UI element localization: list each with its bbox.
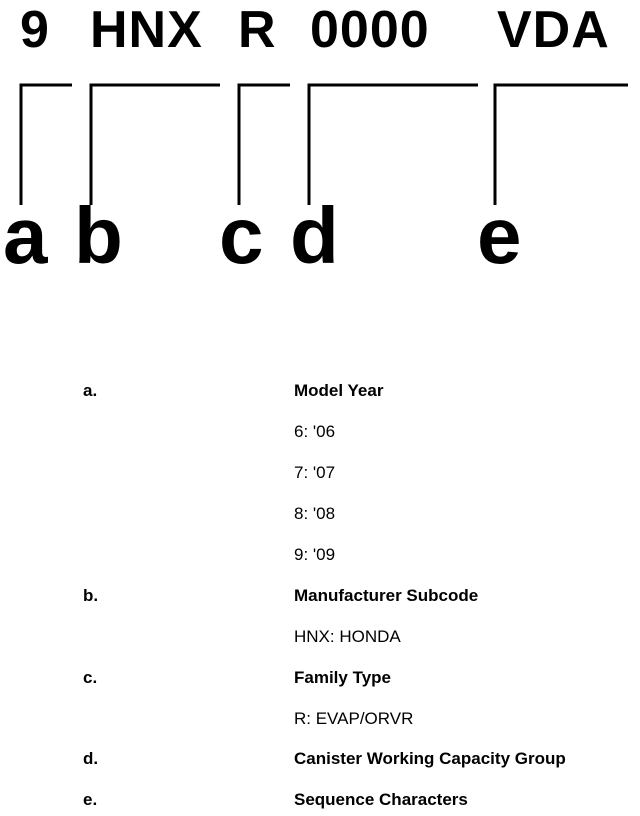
legend-value-row bbox=[0, 502, 640, 526]
legend-value-row bbox=[0, 420, 640, 444]
legend-row-sequence bbox=[0, 788, 640, 812]
bracket-b bbox=[91, 85, 220, 205]
callout-letter-a: a bbox=[3, 191, 48, 280]
callout-letter-c: c bbox=[219, 191, 264, 280]
legend-value: 8: '08 bbox=[294, 504, 336, 523]
legend-row-model-year bbox=[0, 379, 640, 403]
legend-key: e. bbox=[83, 790, 98, 809]
code-segment-capacity-group: 0000 bbox=[310, 1, 430, 59]
callout-letter-e: e bbox=[477, 191, 522, 280]
legend-value: 9: '09 bbox=[294, 545, 336, 564]
legend-row-family-type bbox=[0, 666, 640, 690]
legend-value-row bbox=[0, 707, 640, 731]
legend-title: Family Type bbox=[294, 668, 391, 687]
callout-letter-d: d bbox=[290, 191, 339, 280]
legend-key: b. bbox=[83, 586, 99, 605]
legend-title: Model Year bbox=[294, 381, 384, 400]
code-segment-family-type: R bbox=[238, 1, 277, 59]
legend-value: 6: '06 bbox=[294, 422, 336, 441]
legend-value: 7: '07 bbox=[294, 463, 336, 482]
legend-key: c. bbox=[83, 668, 98, 687]
legend-row-manufacturer-subcode bbox=[0, 584, 640, 608]
legend-title: Sequence Characters bbox=[294, 790, 468, 809]
legend-value: R: EVAP/ORVR bbox=[294, 709, 414, 728]
legend-title: Manufacturer Subcode bbox=[294, 586, 479, 605]
legend-key: a. bbox=[83, 381, 98, 400]
bracket-c bbox=[239, 85, 290, 205]
legend-key: d. bbox=[83, 749, 99, 768]
code-segment-manufacturer: HNX bbox=[90, 1, 203, 59]
legend-value: HNX: HONDA bbox=[294, 627, 401, 646]
code-string bbox=[0, 0, 640, 60]
bracket-a bbox=[21, 85, 72, 205]
legend-row-capacity-group bbox=[0, 747, 640, 771]
bracket-e bbox=[495, 85, 628, 205]
legend-value-row bbox=[0, 461, 640, 485]
legend-value-row bbox=[0, 543, 640, 567]
code-segment-sequence: VDA bbox=[497, 1, 610, 59]
callout-letter-b: b bbox=[74, 191, 123, 280]
code-segment-model-year: 9 bbox=[20, 1, 50, 59]
legend-value-row bbox=[0, 625, 640, 649]
legend-title: Canister Working Capacity Group bbox=[294, 749, 566, 768]
bracket-d bbox=[309, 85, 478, 205]
